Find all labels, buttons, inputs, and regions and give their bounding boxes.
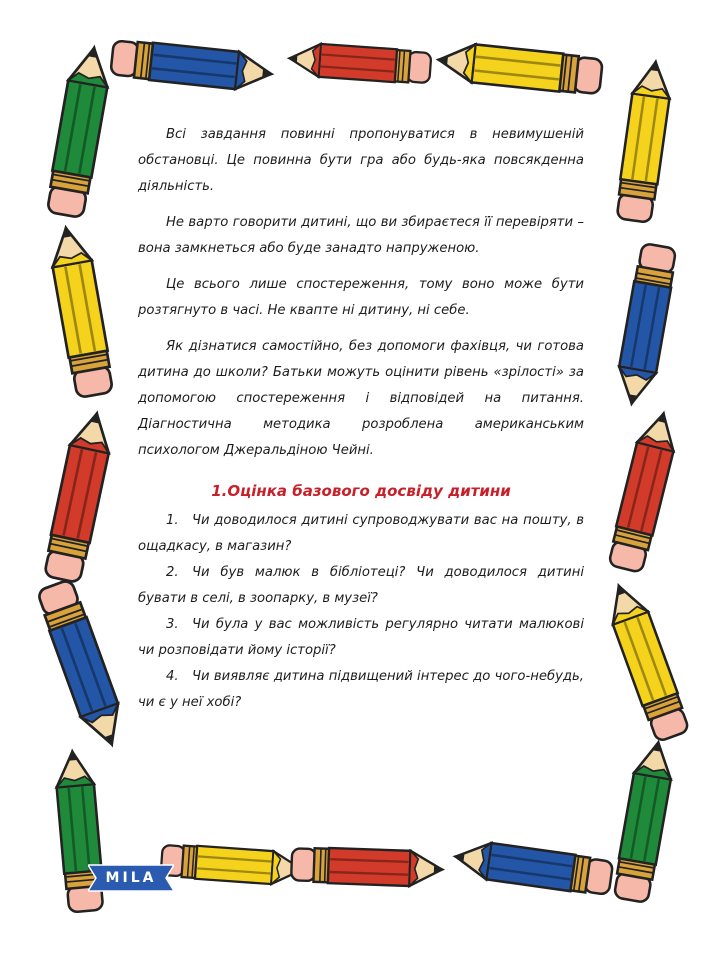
- question-text: Чи виявляє дитина підвищений інтерес до чого-небудь, чи є у неї хобі?: [138, 669, 584, 710]
- question-text: Чи доводилося дитині супроводжувати вас на пошту, в ощадкасу, в магазин?: [138, 513, 584, 554]
- section-title: 1.Оцінка базового досвіду дитини: [211, 482, 511, 500]
- paragraph-4: Як дізнатися самостійно, без допомоги фахівця, чи готова дитина до школи? Батьки можуть оцінити рівень «зрілості» за допомогою спостереження і відповідей на питання. Діагностична методика розроблена американським психологом Джеральдіною Чейні.: [138, 339, 584, 458]
- question-item: [138, 612, 584, 664]
- question-text: Чи була у вас можливість регулярно читати малюкові чи розповідати йому історії?: [138, 617, 584, 658]
- question-text: Чи був малюк в бібліотеці? Чи доводилося дитині бувати в селі, в зоопарку, в музеї?: [138, 565, 584, 606]
- question-number: 1.: [166, 513, 179, 528]
- paragraph-3: Це всього лише спостереження, тому воно може бути розтягнуто в часі. Не квапте ні дитину, ні себе.: [138, 277, 584, 318]
- question-item: [138, 560, 584, 612]
- question-number: 4.: [166, 669, 179, 684]
- question-item: [138, 664, 584, 716]
- question-list: [138, 508, 584, 716]
- paragraph-1: Всі завдання повинні пропонуватися в невимушеній обстановці. Це повинна бути гра або будь-яка повсякденна діяльність.: [138, 127, 584, 194]
- question-item: [138, 508, 584, 560]
- question-number: 3.: [166, 617, 179, 632]
- paragraph-2: Не варто говорити дитині, що ви збираєтеся її перевіряти – вона замкнеться або буде занадто напруженою.: [138, 215, 584, 256]
- article-body: [138, 122, 584, 716]
- mila-badge: [88, 863, 174, 893]
- question-number: 2.: [166, 565, 179, 580]
- badge-label: MILA: [105, 870, 157, 886]
